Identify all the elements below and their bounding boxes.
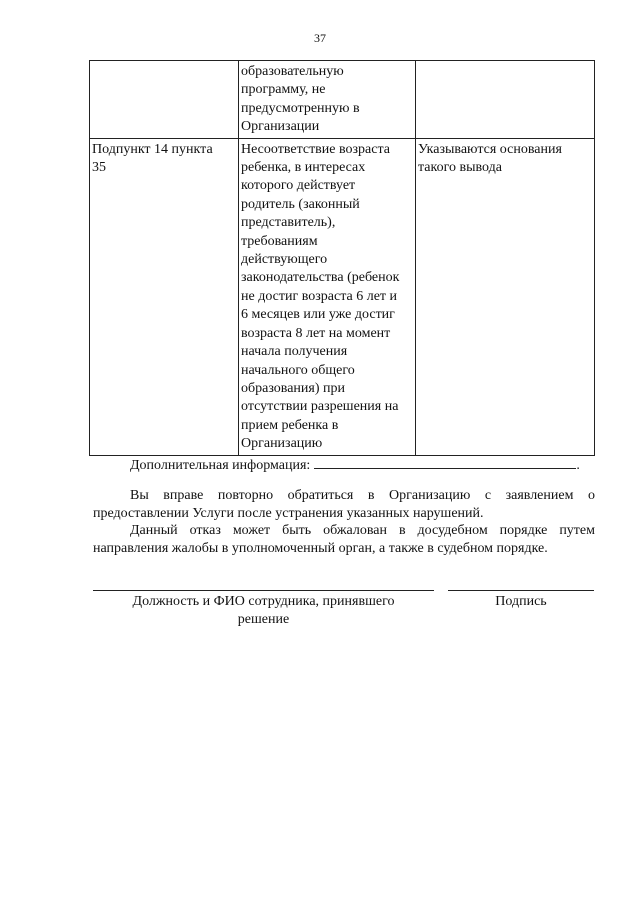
additional-info-end-mark: . <box>576 458 580 473</box>
signature-sign-line[interactable] <box>448 590 594 591</box>
paragraph-reapply: Вы вправе повторно обратиться в Организацию с заявлением о предоставлении Услуги после устранения указанных нарушений. <box>93 488 595 521</box>
additional-info-label: Дополнительная информация: <box>130 458 311 473</box>
signature-position-label: Должность и ФИО сотрудника, принявшего решение <box>132 594 395 627</box>
signature-sign-label: Подпись <box>495 594 547 609</box>
table-cell-explanation <box>416 61 595 139</box>
additional-info-field <box>130 454 580 475</box>
table-cell-clause: Подпункт 14 пункта 35 <box>90 138 239 455</box>
table-cell-reason: Несоответствие возраста ребенка, в интересах которого действует родитель (законный представитель), требованиям действующего законодательства (ребенок не достиг возраста 6 лет и 6 месяцев или уже достиг возраста 8 лет на момент начала получения начального общего образования) при отсутствии разрешения на прием ребенка в Организацию <box>239 138 416 455</box>
table-cell-reason: образовательную программу, не предусмотренную в Организации <box>239 61 416 139</box>
table-row <box>90 138 595 455</box>
table-cell-clause <box>90 61 239 139</box>
table-cell-explanation: Указываются основания такого вывода <box>416 138 595 455</box>
body-paragraphs <box>93 487 595 557</box>
signature-name-line[interactable] <box>93 590 434 591</box>
page-number: 37 <box>314 31 326 45</box>
table-row <box>90 61 595 139</box>
refusal-reasons-table <box>89 60 595 456</box>
additional-info-blank-line[interactable] <box>314 454 576 469</box>
paragraph-appeal: Данный отказ может быть обжалован в досудебном порядке путем направления жалобы в уполномоченный орган, а также в судебном порядке. <box>93 523 595 556</box>
